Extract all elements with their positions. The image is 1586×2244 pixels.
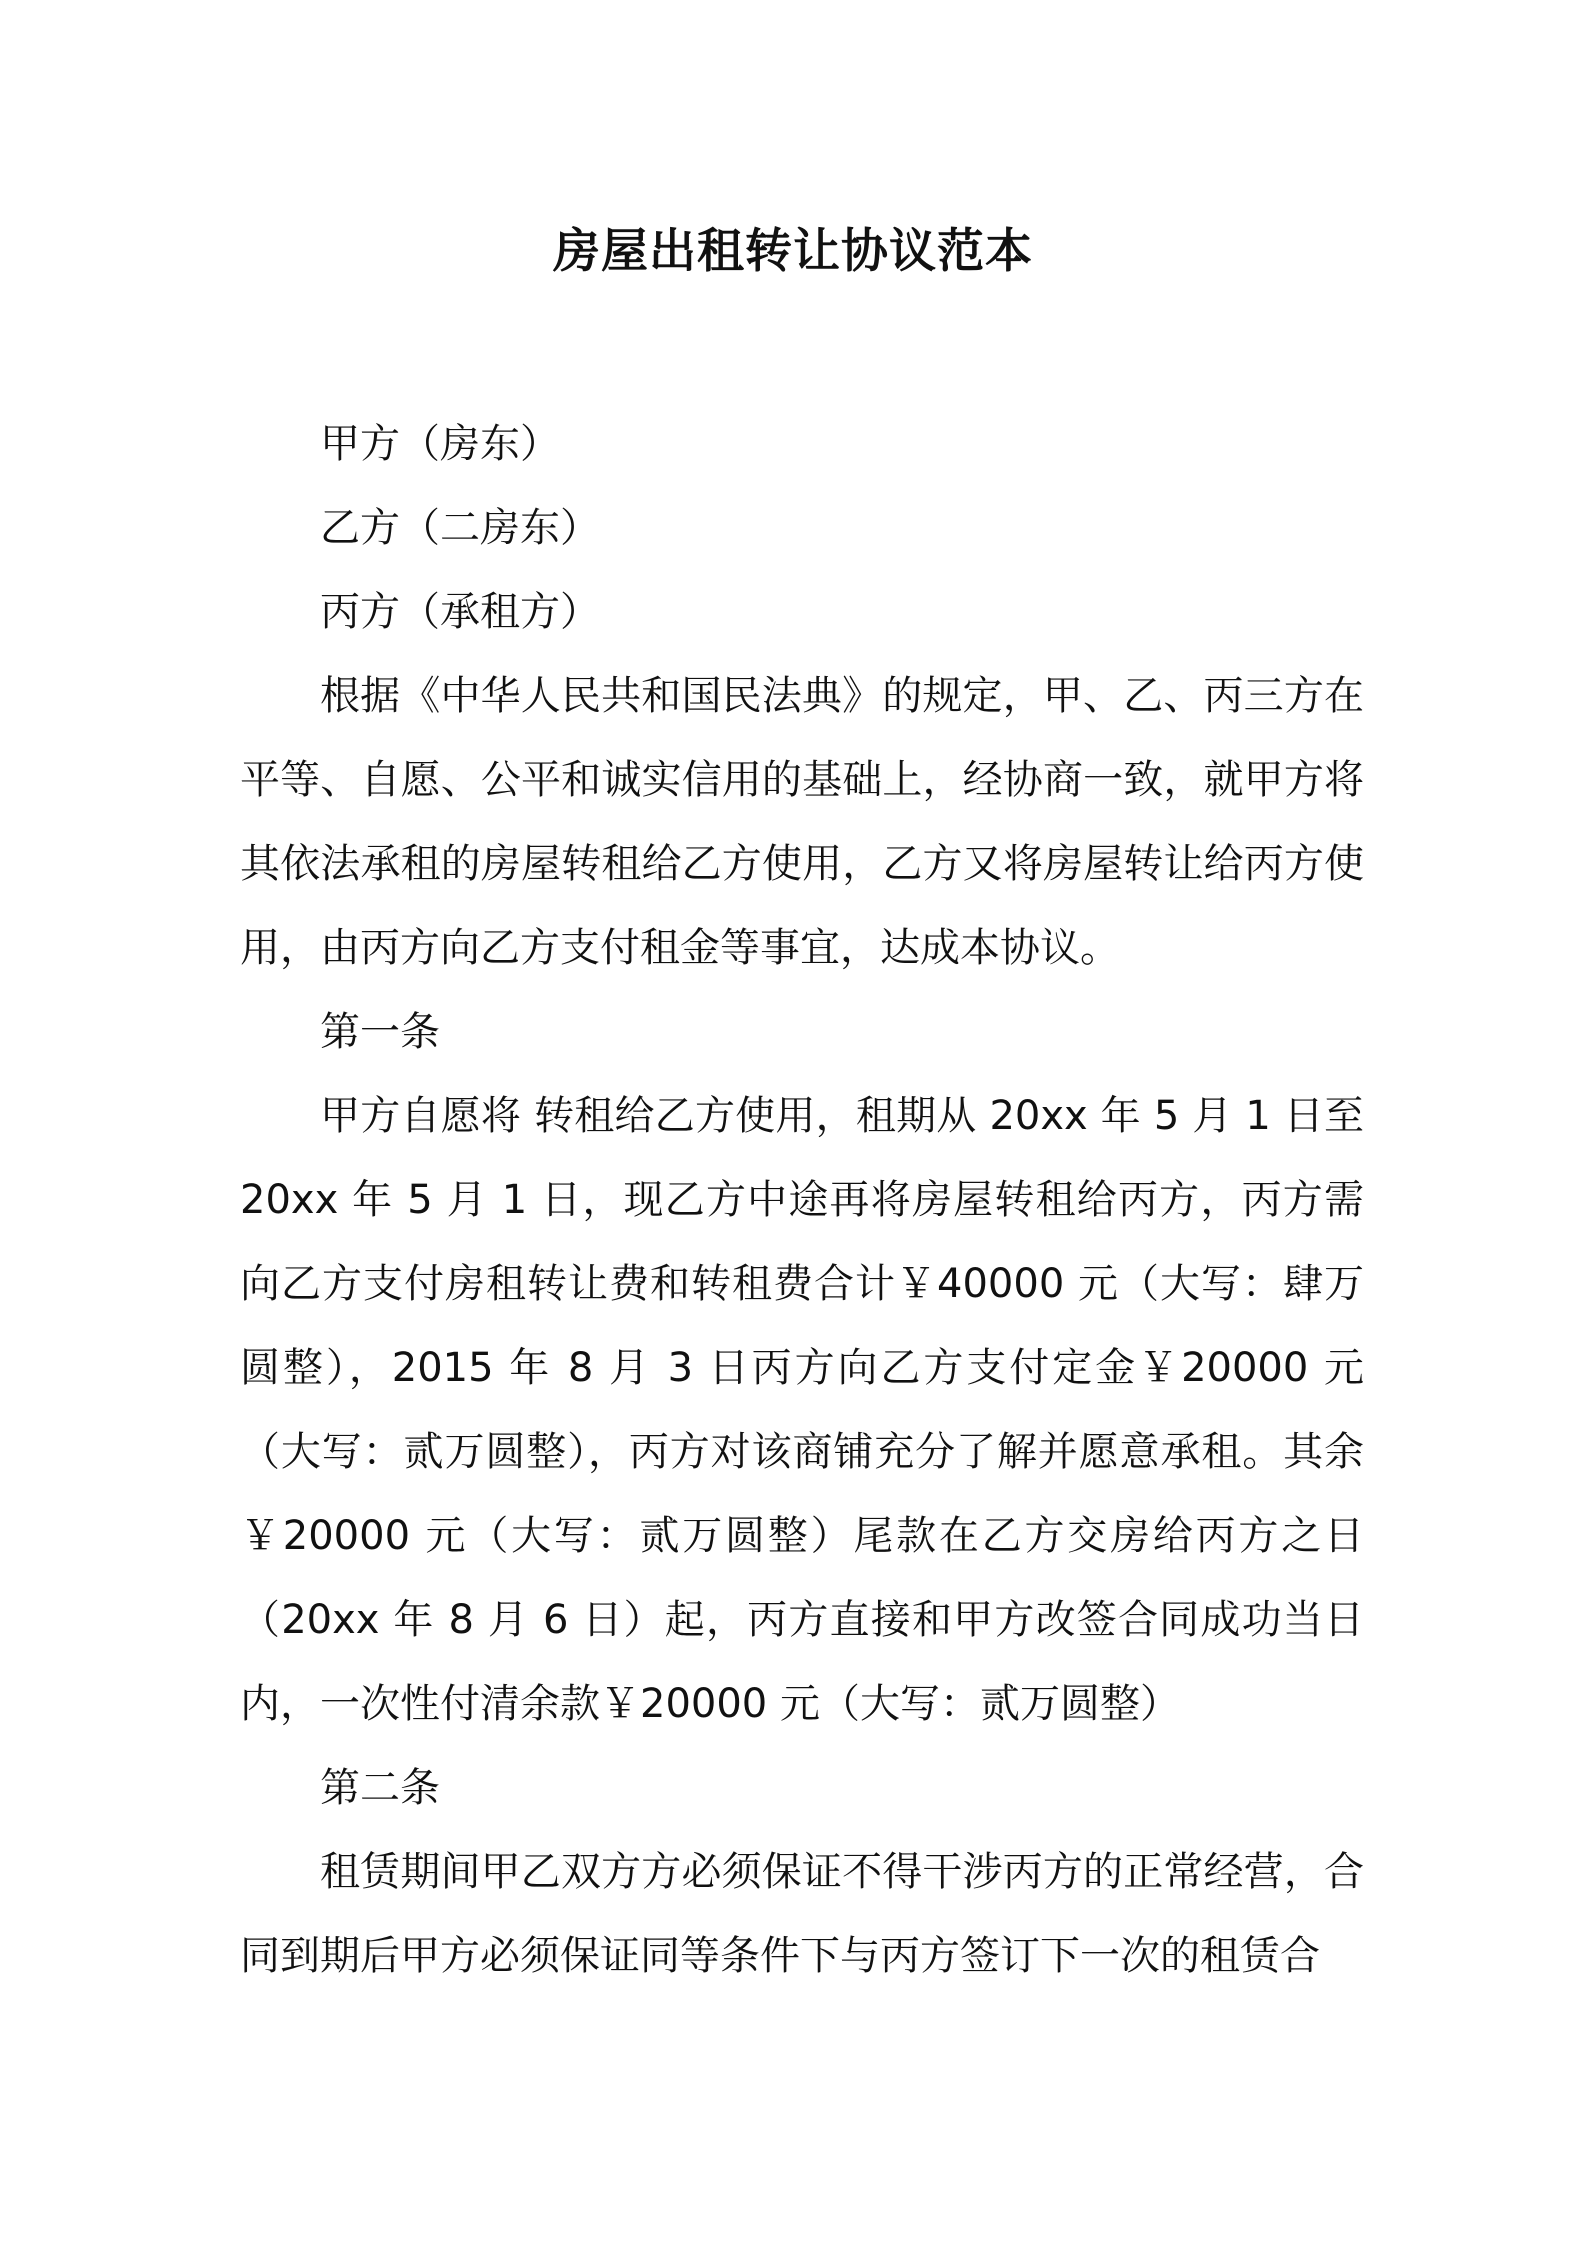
preamble-paragraph: 根据《中华人民共和国民法典》的规定，甲、乙、丙三方在平等、自愿、公平和诚实信用的基础上，经协商一致，就甲方将其依法承租的房屋转租给乙方使用，乙方又将房屋转让给丙方使用，由丙方向乙方支付租金等事宜，达成本协议。 — [240, 673, 1364, 971]
document-body — [240, 402, 1364, 1998]
document-title: 房屋出租转让协议范本 — [553, 224, 1033, 279]
party-b-line: 乙方（二房东） — [320, 505, 600, 551]
party-a-line: 甲方（房东） — [320, 421, 560, 467]
article-1-text: 甲方自愿将 转租给乙方使用，租期从 20xx 年 5 月 1 日至 20xx 年 5 月 1 日，现乙方中途再将房屋转租给丙方，丙方需向乙方支付房租转让费和转租费合计￥40000 元（大写：肆万圆整），2015 年 8 月 3 日丙方向乙方支付定金￥20000 元（大写：贰万圆整），丙方对该商铺充分了解并愿意承租。其余￥20000 元（大写：贰万圆整）尾款在乙方交房给丙方之日（20xx 年 8 月 6 日）起，丙方直接和甲方改签合同成功当日内，一次性付清余款￥20000 元（大写：贰万圆整） — [240, 1093, 1364, 1727]
article-2-heading: 第二条 — [320, 1765, 440, 1811]
article-1-heading: 第一条 — [320, 1009, 440, 1055]
article-2-text: 租赁期间甲乙双方方必须保证不得干涉丙方的正常经营，合同到期后甲方必须保证同等条件下与丙方签订下一次的租赁合 — [240, 1849, 1364, 1979]
party-c-line: 丙方（承租方） — [320, 589, 600, 635]
